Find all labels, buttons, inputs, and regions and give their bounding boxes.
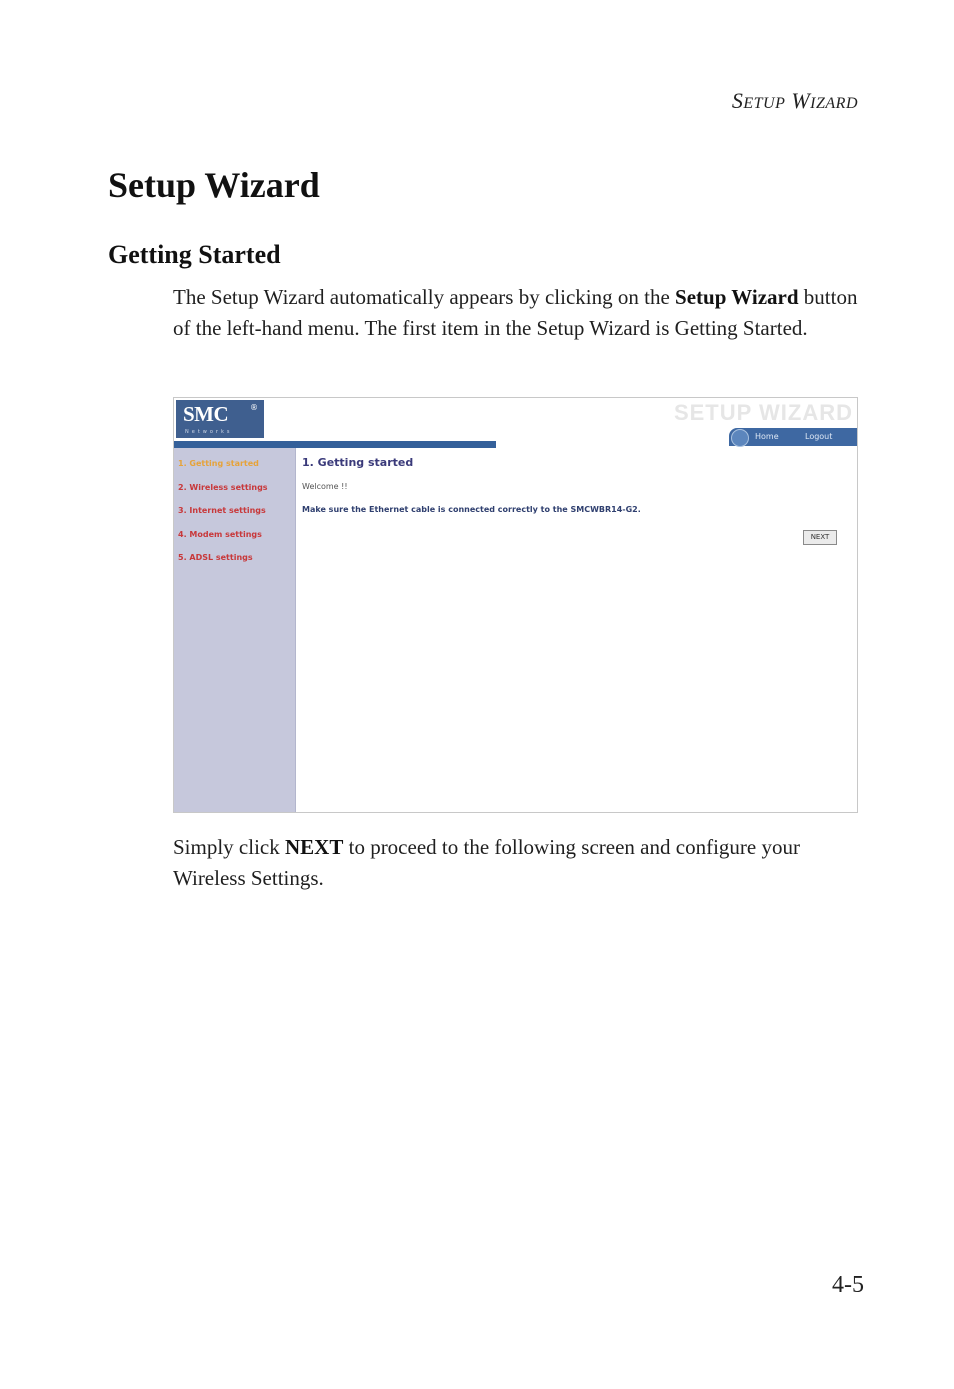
intro-paragraph: The Setup Wizard automatically appears by clicking on the Setup Wizard button of the left-hand menu. The first item in the Setup Wizard is Getting Started. — [173, 285, 858, 340]
next-paragraph: Simply click NEXT to proceed to the following screen and configure your Wireless Settings. — [173, 835, 800, 890]
running-header: SETUP WIZARD — [731, 88, 858, 113]
logout-link[interactable]: Logout — [805, 432, 833, 441]
section-heading: Getting Started — [108, 240, 281, 269]
welcome-text: Welcome !! — [302, 482, 348, 491]
page-title: Setup Wizard — [108, 165, 320, 205]
menu-internet-settings[interactable]: 3. Internet settings — [178, 506, 266, 515]
content-title: 1. Getting started — [302, 456, 414, 469]
smc-logo: SMC ® Networks — [176, 400, 264, 438]
home-link[interactable]: Home — [755, 432, 779, 441]
page-number: 4-5 — [832, 1272, 864, 1298]
header-divider-bar — [174, 441, 496, 448]
next-button[interactable]: NEXT — [803, 530, 837, 545]
menu-getting-started[interactable]: 1. Getting started — [178, 459, 259, 468]
top-nav — [729, 428, 857, 446]
menu-modem-settings[interactable]: 4. Modem settings — [178, 530, 262, 539]
setup-wizard-banner: SETUP WIZARD — [673, 400, 853, 425]
wizard-sidebar — [174, 448, 296, 812]
instruction-text: Make sure the Ethernet cable is connected correctly to the SMCWBR14-G2. — [302, 505, 641, 514]
menu-adsl-settings[interactable]: 5. ADSL settings — [178, 553, 253, 562]
screenshot-header — [174, 398, 857, 448]
menu-wireless-settings[interactable]: 2. Wireless settings — [178, 483, 268, 492]
globe-icon — [731, 429, 749, 447]
setup-wizard-screenshot — [173, 397, 858, 813]
